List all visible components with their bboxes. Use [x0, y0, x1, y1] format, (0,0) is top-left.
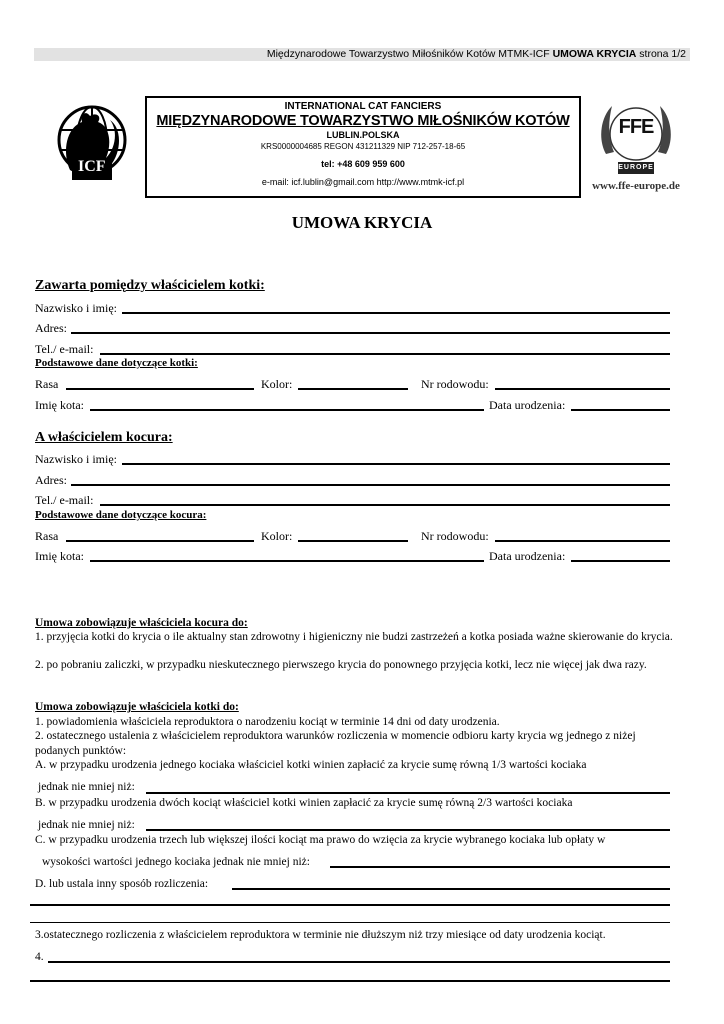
male-breed-label: Rasa	[35, 529, 59, 543]
female-obligation-4-field-extra[interactable]	[30, 980, 670, 982]
female-obligation-2: 2. ostatecznego ustalenia z właścicielem reproduktora warunków rozliczenia w momencie odbioru karty krycia wg jednego z niżej podanych punktów:	[35, 730, 636, 757]
option-d-field[interactable]	[232, 888, 670, 890]
male-name-label: Nazwisko i imię:	[35, 452, 117, 466]
option-b-min-field[interactable]	[146, 829, 670, 831]
male-color-field[interactable]	[298, 540, 408, 542]
male-cat-name-label: Imię kota:	[35, 549, 84, 563]
female-phone-label: Tel./ e-mail:	[35, 342, 94, 356]
org-city: LUBLIN.POLSKA	[326, 130, 400, 140]
male-birth-field[interactable]	[571, 560, 670, 562]
icf-logo-text: ICF	[78, 158, 106, 175]
female-name-label: Nazwisko i imię:	[35, 301, 117, 315]
option-b-text: B. w przypadku urodzenia dwóch kociąt właściciel kotki winien zapłacić za krycie sumę równą 2/3 wartości kociaka	[35, 797, 573, 809]
document-title: UMOWA KRYCIA	[291, 213, 433, 232]
female-owner-heading: Zawarta pomiędzy właścicielem kotki:	[35, 278, 265, 293]
header-page-number: strona 1/2	[636, 48, 686, 60]
female-address-label: Adres:	[35, 321, 67, 335]
ffe-logo	[594, 96, 678, 194]
female-birth-label: Data urodzenia:	[489, 398, 566, 412]
header-doc-title: UMOWA KRYCIA	[552, 48, 637, 60]
male-obligation-1: 1. przyjęcia kotki do krycia o ile aktualny stan zdrowotny i higieniczny nie budzi zastrzeżeń a kotka posiada ważne skierowanie do krycia.	[35, 631, 673, 643]
male-address-field[interactable]	[71, 484, 670, 486]
male-pedigree-field[interactable]	[495, 540, 670, 542]
org-name: MIĘDZYNARODOWE TOWARZYSTWO MIŁOŚNIKÓW KOTÓW	[156, 113, 570, 129]
female-birth-field[interactable]	[571, 409, 670, 411]
male-birth-label: Data urodzenia:	[489, 549, 566, 563]
male-phone-field[interactable]	[100, 504, 670, 506]
option-a-min-field[interactable]	[146, 792, 670, 794]
female-obligation-4-field[interactable]	[48, 961, 670, 963]
male-breed-field[interactable]	[66, 540, 254, 542]
female-name-field[interactable]	[122, 312, 670, 314]
female-cat-name-field[interactable]	[90, 409, 484, 411]
female-color-label: Kolor:	[261, 377, 293, 391]
option-d-field-extra[interactable]	[30, 904, 670, 906]
option-c-min-label: wysokości wartości jednego kociaka jednak nie mniej niż:	[42, 856, 310, 868]
org-tel: tel: +48 609 959 600	[321, 159, 405, 169]
option-c-min-field[interactable]	[330, 866, 670, 868]
male-color-label: Kolor:	[261, 529, 293, 543]
ffe-europe-text: EUROPE	[618, 164, 654, 171]
male-obligations-heading: Umowa zobowiązuje właściciela kocura do:	[35, 617, 248, 629]
page-header-bar	[34, 48, 690, 61]
male-obligation-2: 2. po pobraniu zaliczki, w przypadku nieskutecznego pierwszego krycia do ponownego przyjęcia kotki, lecz nie więcej jak dwa razy.	[35, 659, 647, 671]
male-phone-label: Tel./ e-mail:	[35, 493, 94, 507]
option-c-text: C. w przypadku urodzenia trzech lub większej ilości kociąt ma prawo do wzięcia za krycie wybranego kociaka lub opłaty w	[35, 834, 606, 846]
female-color-field[interactable]	[298, 388, 408, 390]
male-owner-heading: A właścicielem kocura:	[35, 430, 173, 445]
org-line1: INTERNATIONAL CAT FANCIERS	[284, 101, 442, 112]
female-obligations-heading: Umowa zobowiązuje właściciela kotki do:	[35, 701, 239, 713]
female-breed-label: Rasa	[35, 377, 59, 391]
divider-line	[30, 922, 670, 923]
option-a-text: A. w przypadku urodzenia jednego kociaka właściciel kotki winien zapłacić za krycie sumę równą 1/3 wartości kociaka	[35, 759, 587, 771]
female-obligation-1: 1. powiadomienia właściciela reproduktora o narodzeniu kociąt w terminie 14 dni od daty urodzenia.	[35, 716, 500, 728]
female-pedigree-label: Nr rodowodu:	[421, 377, 489, 391]
option-b-min-label: jednak nie mniej niż:	[38, 819, 135, 831]
option-d-text: D. lub ustala inny sposób rozliczenia:	[35, 878, 209, 890]
male-name-field[interactable]	[122, 463, 670, 465]
female-cat-name-label: Imię kota:	[35, 398, 84, 412]
female-obligation-4-label: 4.	[35, 951, 44, 963]
option-a-min-label: jednak nie mniej niż:	[38, 781, 135, 793]
org-contact: e-mail: icf.lublin@gmail.com http://www.mtmk-icf.pl	[261, 177, 465, 187]
male-pedigree-label: Nr rodowodu:	[421, 529, 489, 543]
female-obligation-3: 3.ostatecznego rozliczenia z właścicielem reproduktora w terminie nie dłuższym niż trzy miesiące od daty urodzenia kociąt.	[35, 929, 606, 941]
male-cat-name-field[interactable]	[90, 560, 484, 562]
header-prefix: Międzynarodowe Towarzystwo Miłośników Kotów MTMK-ICF	[266, 48, 553, 60]
icf-logo	[52, 100, 132, 188]
org-ids: KRS0000004685 REGON 431211329 NIP 712-257-18-65	[260, 142, 466, 151]
ffe-logo-text: FFE	[618, 116, 654, 138]
female-address-field[interactable]	[71, 332, 670, 334]
female-breed-field[interactable]	[66, 388, 254, 390]
female-basic-data-heading: Podstawowe dane dotyczące kotki:	[35, 357, 198, 369]
organization-header	[145, 96, 581, 198]
female-phone-field[interactable]	[100, 353, 670, 355]
female-pedigree-field[interactable]	[495, 388, 670, 390]
male-address-label: Adres:	[35, 473, 67, 487]
male-basic-data-heading: Podstawowe dane dotyczące kocura:	[35, 509, 207, 521]
ffe-url: www.ffe-europe.de	[592, 180, 680, 192]
